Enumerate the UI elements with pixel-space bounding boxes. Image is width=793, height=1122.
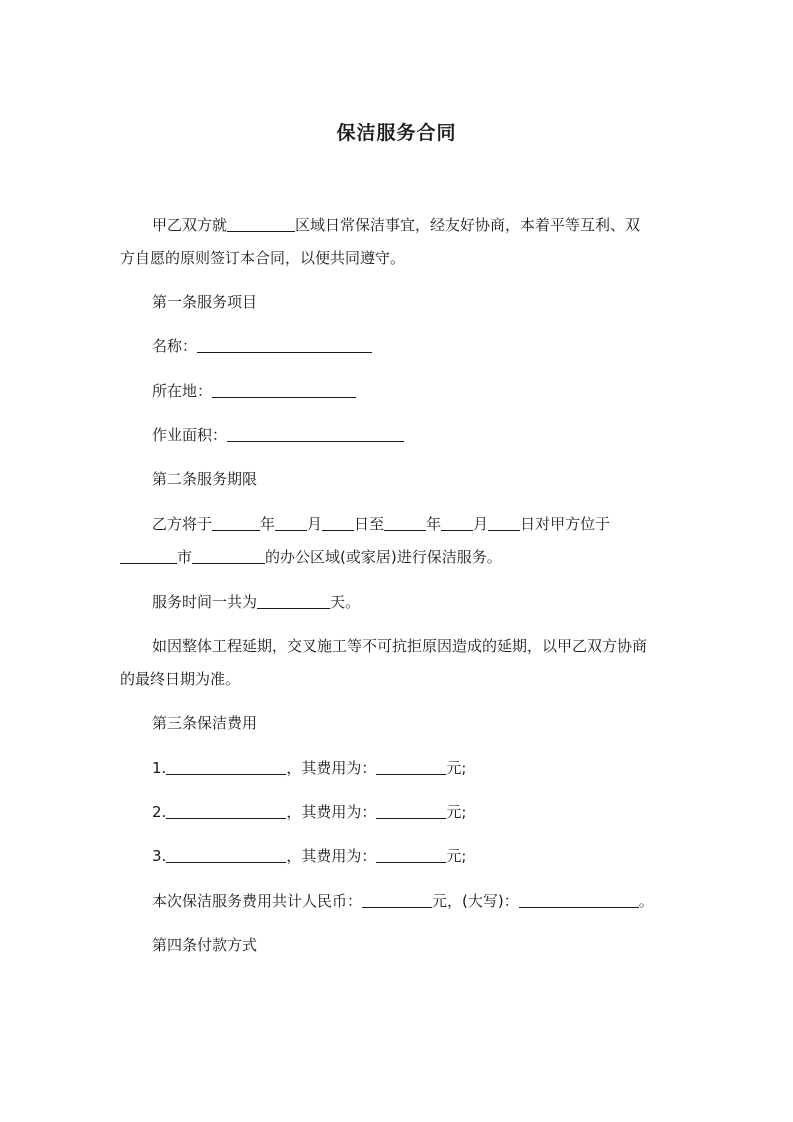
- blank-start-year: [212, 515, 260, 531]
- total-text-a: 本次保洁服务费用共计人民币：: [152, 892, 363, 910]
- blank-fee-amount: [376, 803, 446, 819]
- term-line-1: [152, 514, 610, 534]
- page-title: 保洁服务合同: [336, 122, 457, 144]
- work-area-label: 作业面积：: [152, 426, 228, 444]
- term-year-2: 年: [426, 515, 442, 533]
- article-4-title: 第四条付款方式: [152, 936, 258, 954]
- blank-fee-item: [166, 803, 286, 819]
- time-text-a: 服务时间一共为: [152, 593, 258, 611]
- blank-days: [257, 593, 330, 609]
- work-area-field: [152, 425, 404, 445]
- term-month-2: 月: [473, 515, 489, 533]
- term-rest: 的办公区域(或家居)进行保洁服务。: [265, 548, 502, 566]
- location-label: 所在地：: [152, 382, 213, 400]
- blank-fee-amount: [376, 759, 446, 775]
- fee-item-label: ，其费用为：: [286, 803, 377, 821]
- blank-name: [197, 337, 372, 353]
- intro-text-b: 区域日常保洁事宜，经友好协商，本着平等互利、双: [295, 216, 641, 234]
- time-text-b: 天。: [330, 593, 361, 611]
- term-text-a: 乙方将于: [152, 515, 213, 533]
- service-time: [152, 592, 360, 612]
- blank-fee-item: [166, 847, 286, 863]
- blank-end-day: [488, 515, 520, 531]
- article-3-title: 第三条保洁费用: [152, 714, 258, 732]
- blank-start-month: [275, 515, 307, 531]
- blank-end-month: [441, 515, 473, 531]
- blank-city: [120, 548, 177, 564]
- blank-work-area: [227, 426, 404, 442]
- term-month: 月: [307, 515, 323, 533]
- fee-item: [152, 846, 466, 866]
- name-field: [152, 336, 372, 356]
- intro-line-2: 方自愿的原则签订本合同，以便共同遵守。: [120, 249, 406, 267]
- blank-location: [212, 382, 356, 398]
- blank-total-amount: [362, 892, 432, 908]
- total-text-b: 元，(大写)：: [432, 892, 519, 910]
- blank-fee-amount: [376, 847, 446, 863]
- blank-end-year: [384, 515, 426, 531]
- fee-item-number: 1.: [152, 759, 167, 777]
- intro-line-1: [152, 215, 640, 235]
- term-day-2: 日对甲方位于: [520, 515, 611, 533]
- fee-item-label: ，其费用为：: [286, 759, 377, 777]
- delay-line-2: 的最终日期为准。: [120, 670, 241, 688]
- fee-total: [152, 891, 654, 911]
- name-label: 名称：: [152, 337, 198, 355]
- blank-address: [192, 548, 265, 564]
- blank-fee-item: [166, 759, 286, 775]
- fee-item-number: 3.: [152, 847, 167, 865]
- term-year: 年: [260, 515, 276, 533]
- fee-item-number: 2.: [152, 803, 167, 821]
- fee-item-label: ，其费用为：: [286, 847, 377, 865]
- term-line-2: [120, 547, 502, 567]
- blank-total-uppercase: [519, 892, 639, 908]
- term-day-to: 日至: [354, 515, 385, 533]
- intro-text-a: 甲乙双方就: [152, 216, 228, 234]
- total-text-c: 。: [638, 892, 654, 910]
- fee-item: [152, 758, 466, 778]
- delay-line-1: 如因整体工程延期，交叉施工等不可抗拒原因造成的延期，以甲乙双方协商: [152, 637, 648, 655]
- fee-item-unit: 元;: [446, 847, 467, 865]
- fee-item-unit: 元;: [446, 759, 467, 777]
- fee-item-unit: 元;: [446, 803, 467, 821]
- article-2-title: 第二条服务期限: [152, 470, 258, 488]
- article-1-title: 第一条服务项目: [152, 293, 258, 311]
- term-city: 市: [177, 548, 193, 566]
- fee-item: [152, 802, 466, 822]
- location-field: [152, 381, 356, 401]
- blank-start-day: [322, 515, 354, 531]
- blank-area: [227, 216, 295, 232]
